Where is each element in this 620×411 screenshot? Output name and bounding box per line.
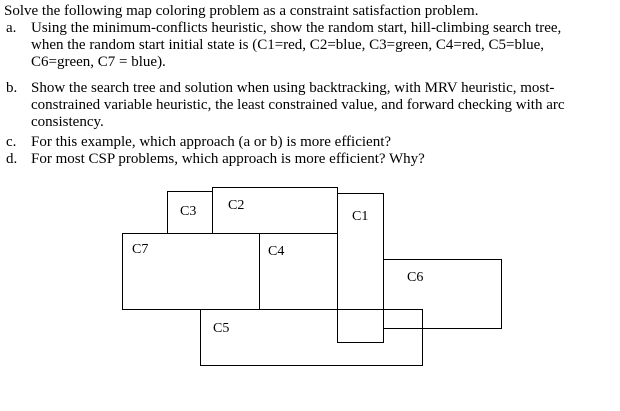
region-label-c1: C1 (352, 209, 369, 224)
question-line: when the random start initial state is (C1=red, C2=blue, C3=green, C4=red, C5=blue, (31, 37, 545, 53)
question-marker: c. (6, 134, 17, 150)
region-c2 (212, 187, 338, 234)
problem-intro: Solve the following map coloring problem as a constraint satisfaction problem. (4, 3, 479, 19)
region-c6 (383, 259, 502, 329)
region-c7 (122, 233, 260, 310)
question-line: Show the search tree and solution when using backtracking, with MRV heuristic, most- (31, 80, 555, 96)
region-label-c5: C5 (213, 321, 230, 336)
question-text (31, 80, 617, 131)
question-text (31, 151, 617, 168)
region-label-c2: C2 (228, 198, 245, 213)
region-label-c7: C7 (132, 242, 149, 257)
region-label-c3: C3 (180, 204, 197, 219)
question-text (31, 20, 617, 71)
question-text (31, 134, 617, 151)
region-label-c6: C6 (407, 270, 424, 285)
region-c5 (200, 309, 423, 366)
question-line: Using the minimum-conflicts heuristic, show the random start, hill-climbing search tree, (31, 20, 562, 36)
question-marker: d. (6, 151, 18, 167)
question-line: For most CSP problems, which approach is more efficient? Why? (31, 151, 425, 167)
question-marker: b. (6, 80, 18, 96)
question-marker: a. (6, 20, 17, 36)
region-c1 (337, 193, 384, 343)
question-line: consistency. (31, 114, 104, 130)
question-line: constrained variable heuristic, the least constrained value, and forward checking with arc (31, 97, 565, 113)
region-label-c4: C4 (268, 244, 285, 259)
region-c3 (167, 191, 213, 234)
region-c4 (259, 233, 338, 310)
question-line: C6=green, C7 = blue). (31, 54, 166, 70)
question-line: For this example, which approach (a or b) is more efficient? (31, 134, 392, 150)
